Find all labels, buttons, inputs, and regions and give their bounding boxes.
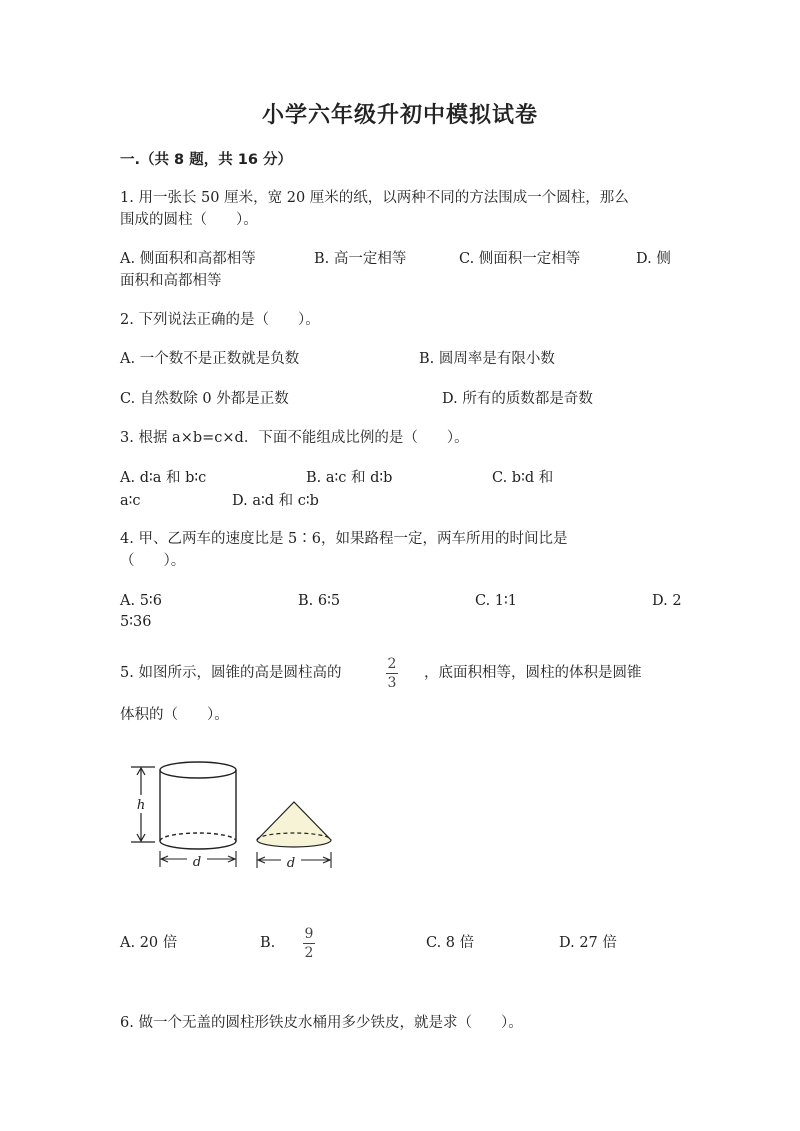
q1-option-b: B. 高一定相等	[314, 251, 407, 267]
q5-option-c: C. 8 倍	[426, 935, 475, 951]
q2-option-d: D. 所有的质数都是奇数	[442, 391, 593, 407]
section-header: 一.（共 8 题，共 16 分）	[120, 152, 292, 168]
q6-stem: 6. 做一个无盖的圆柱形铁皮水桶用多少铁皮，就是求（ ）。	[120, 1015, 523, 1031]
q4-option-b: B. 6∶5	[298, 593, 341, 609]
q5-option-b-denominator: 2	[304, 945, 314, 961]
page-title: 小学六年级升初中模拟试卷	[261, 103, 538, 128]
q5-option-b-numerator: 9	[304, 926, 314, 942]
q5-option-b: B.	[260, 935, 276, 951]
q4-line1: 4. 甲、乙两车的速度比是 5∶6，如果路程一定，两车所用的时间比是	[120, 531, 568, 547]
q5-fraction-denominator: 3	[387, 675, 397, 691]
q4-line2: （ ）。	[120, 553, 186, 569]
q2-option-c: C. 自然数除 0 外都是正数	[120, 391, 289, 407]
q2-option-a: A. 一个数不是正数就是负数	[120, 351, 300, 367]
q5-option-b-fraction	[303, 927, 315, 960]
cylinder-diameter-label: d	[192, 855, 202, 870]
q3-option-c: C. b∶d 和	[492, 470, 554, 486]
q5-stem-line2: 体积的（ ）。	[120, 707, 229, 723]
q5-fraction	[386, 657, 398, 690]
cylinder-shape	[160, 762, 236, 849]
q3-stem: 3. 根据 a×b=c×d．下面不能组成比例的是（ ）。	[120, 430, 469, 446]
q5-stem-post: ，底面积相等，圆柱的体积是圆锥	[424, 665, 642, 681]
q1-option-d: D. 侧	[636, 251, 671, 267]
q1-option-a: A. 侧面积和高都相等	[120, 251, 256, 267]
q4-option-a: A. 5∶6	[120, 593, 162, 609]
q5-option-d: D. 27 倍	[559, 935, 617, 951]
q1-option-c: C. 侧面积一定相等	[459, 251, 581, 267]
q1-option-d-cont: 面积和高都相等	[120, 273, 222, 289]
q5-fraction-numerator: 2	[387, 656, 397, 672]
cone-diameter-label: d	[286, 856, 296, 871]
q3-option-c-cont: a∶c	[120, 493, 141, 509]
q3-option-b: B. a∶c 和 d∶b	[306, 470, 393, 486]
q1-line2: 围成的圆柱（ ）。	[120, 212, 258, 228]
q4-option-d: D. 2	[652, 593, 682, 609]
cone-shape	[257, 802, 331, 847]
q5-fraction-bar	[386, 673, 398, 674]
q5-option-a: A. 20 倍	[120, 935, 178, 951]
q1-line1: 1. 用一张长 50 厘米，宽 20 厘米的纸，以两种不同的方法围成一个圆柱，那么	[120, 190, 629, 206]
q5-stem-pre: 5. 如图所示，圆锥的高是圆柱高的	[120, 665, 342, 681]
q2-stem: 2. 下列说法正确的是（ ）。	[120, 312, 320, 328]
q2-option-b: B. 圆周率是有限小数	[419, 351, 555, 367]
cylinder-cone-figure	[125, 755, 345, 885]
q3-option-a: A. d∶a 和 b∶c	[120, 470, 207, 486]
q5-option-b-bar	[303, 943, 315, 944]
q4-option-d-cont: 5∶36	[120, 614, 152, 630]
q4-option-c: C. 1∶1	[475, 593, 518, 609]
q3-option-d: D. a∶d 和 c∶b	[232, 493, 319, 509]
height-label: h	[136, 798, 146, 813]
